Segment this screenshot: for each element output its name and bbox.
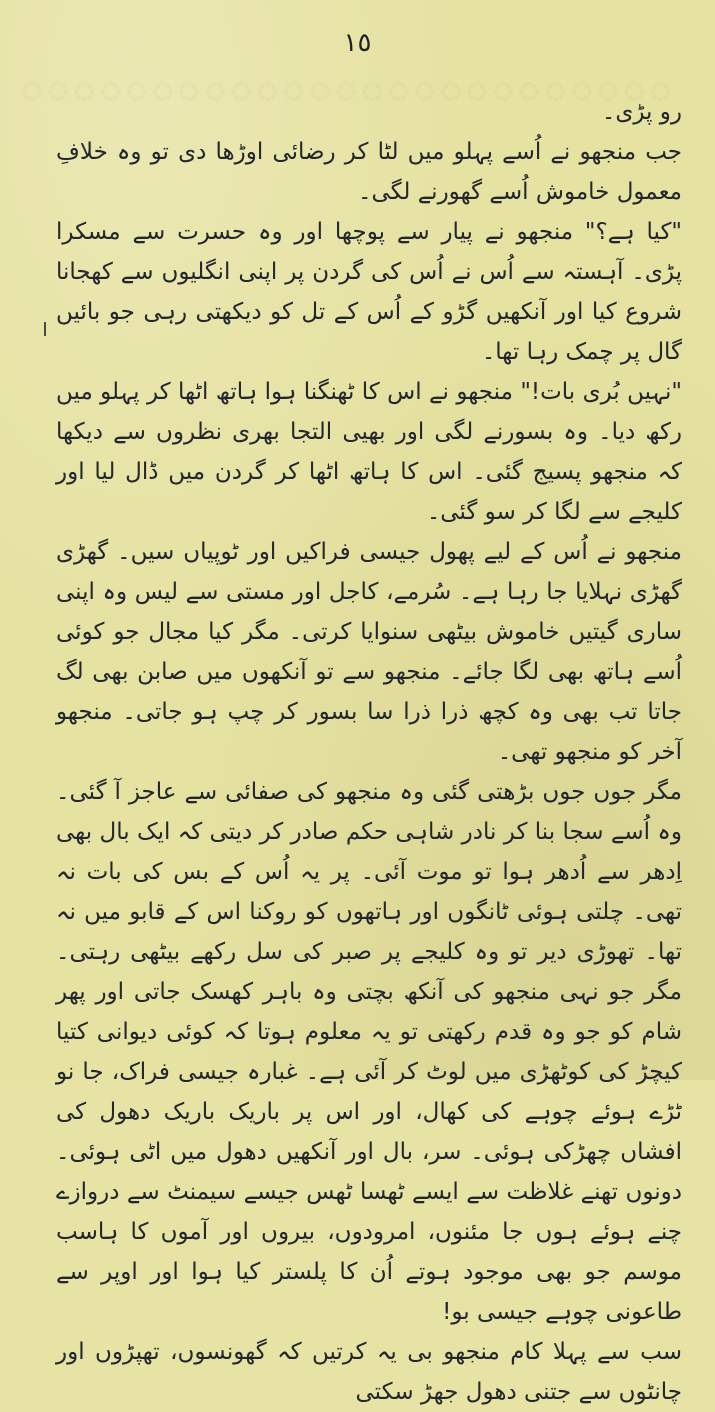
paragraph: مگر جوں جوں بڑھتی گئی وہ منجھو کی صفائی سے عاجز آ گئی۔ وہ اُسے سجا بنا کر نادر شاہی حکم صادر کر دیتی کہ ایک بال بھی اِدھر سے اُدھر ہوا تو موت آئی۔ پر یہ اُس کے بس کی بات نہ تھی۔ چلتی ہوئی ٹانگوں اور ہاتھوں کو روکنا اس کے قابو میں نہ تھا۔ تھوڑی دیر تو وہ کلیجے پر صبر کی سل رکھے بیٹھی رہتی۔ مگر جو نہی منجھو کی آنکھ بچتی وہ باہر کھسک جاتی اور پھر شام کو جو وہ قدم رکھتی تو یہ معلوم ہوتا کہ کوئی دیوانی کتیا کیچڑ کی کوٹھڑی میں لوٹ کر آئی ہے۔ غبارہ جیسی فراک، جا نو ٹڑے ہوئے چوہے کی کھال، اور اس پر باریک باریک دھول کی افشاں چھڑکی ہوئی۔ سر، بال اور آنکھیں دھول میں اٹی ہوئی۔ دونوں تھنے غلاظت سے ایسے ٹھسا ٹھس جیسے سیمنٹ سے دروازے چنے ہوئے ہوں جا مئنوں، امرودوں، بیروں اور آموں کا ہاسب موسم جو بھی موجود ہوتے اُن کا پلستر کیا ہوا اور اوپر سے طاعونی چوہے جیسی بو! — [56, 779, 682, 1325]
paragraph: سب سے پہلا کام منجھو بی یہ کرتیں کہ گھونسوں، تھپڑوں اور چانٹوں سے جتنی دھول جھڑ سکتی — [56, 1339, 682, 1405]
paragraph: "نہیں بُری بات!" منجھو نے اس کا ٹھنگنا ہوا ہاتھ اٹھا کر پہلو میں رکھ دیا۔ وہ بسورنے لگی اور بھیی التجا بھری نظروں سے دیکھا کہ منجھو پسیج گئی۔ اس کا ہاتھ اٹھا کر گردن میں ڈال لیا اور کلیجے سے لگا کر سو گئی۔ — [56, 379, 682, 525]
paragraph: جب منجھو نے اُسے پہلو میں لٹا کر رضائی اوڑھا دی تو وہ خلافِ معمول خاموش اُسے گھورنے لگی۔ — [56, 139, 682, 205]
page-number: ١٥ — [343, 28, 372, 58]
body-text — [56, 92, 682, 1412]
paragraph: منجھو نے اُس کے لیے پھول جیسی فراکیں اور ٹوپیاں سیں۔ گھڑی گھڑی نہلایا جا رہا ہے۔ سُرمے، کاجل اور مستی سے لیس وہ اپنی ساری گیتیں خاموش بیٹھی سنوایا کرتی۔ مگر کیا مجال جو کوئی اُسے ہاتھ بھی لگا جائے۔ منجھو سے تو آنکھوں میں صابن بھی لگ جاتا تب بھی وہ کچھ ذرا ذرا سا بسور کر چپ ہو جاتی۔ منجھو آخر کو منجھو تھی۔ — [56, 539, 682, 765]
show-through-text: ◌ ◌ ◌ ◌ ◌ ◌ ◌ ◌ ◌ ◌ ◌ ◌ ◌ ◌ ◌ ◌ ◌ ◌ ◌ ◌ ◌ ◌ ◌ ◌ ◌ — [22, 78, 670, 103]
paragraph: "کیا ہے؟" منجھو نے پیار سے پوچھا اور وہ حسرت سے مسکرا پڑی۔ آہستہ سے اُس نے اُس کی گردن پر اپنی انگلیوں سے کھجانا شروع کیا اور آنکھیں گڑو کے اُس کے تل کو دیکھتی رہی جو بائیں گال پر چمک رہا تھا۔ — [56, 219, 682, 365]
margin-mark — [44, 322, 46, 336]
paragraph: رو پڑی۔ — [601, 99, 682, 125]
